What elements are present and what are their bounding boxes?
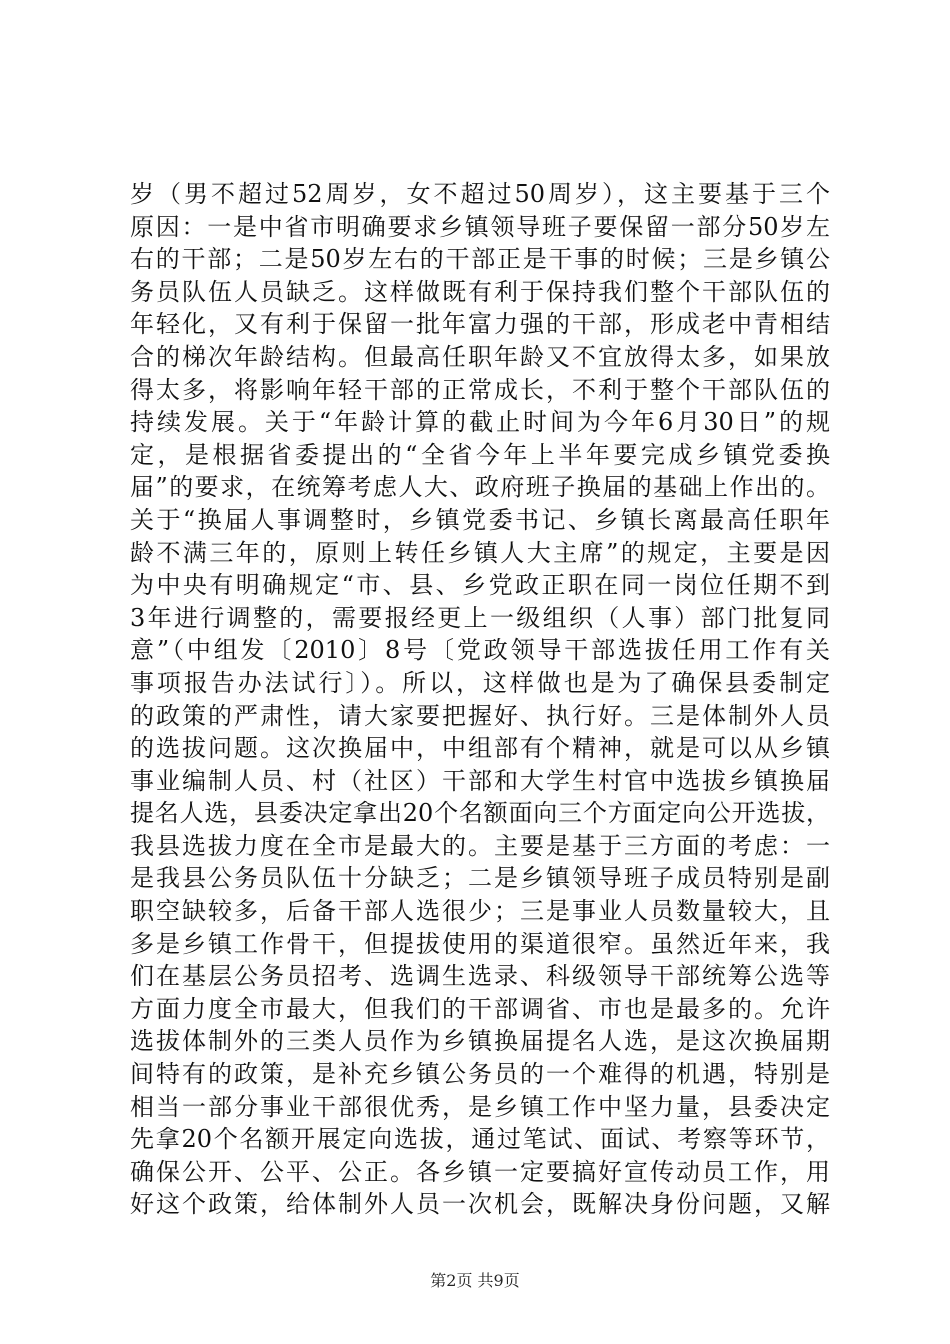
text-line: 间特有的政策，是补充乡镇公务员的一个难得的机遇，特别是 xyxy=(130,1060,830,1089)
text-line: 岁（男不超过52周岁，女不超过50周岁），这主要基于三个 xyxy=(130,180,830,208)
text-line: 先拿20个名额开展定向选拔，通过笔试、面试、考察等环节， xyxy=(130,1125,830,1154)
text-line: 事业编制人员、村（社区）干部和大学生村官中选拔乡镇换届 xyxy=(130,766,830,795)
text-line: 得太多，将影响年轻干部的正常成长，不利于整个干部队伍的 xyxy=(130,375,830,404)
text-line: 3年进行调整的，需要报经更上一级组织（人事）部门批复同 xyxy=(130,603,830,632)
text-line: 届”的要求，在统筹考虑人大、政府班子换届的基础上作出的。 xyxy=(130,473,830,502)
text-line: 多是乡镇工作骨干，但提拔使用的渠道很窄。虽然近年来，我 xyxy=(130,929,830,958)
text-line: 意”（中组发〔2010〕8号〔党政领导干部选拔任用工作有关 xyxy=(130,636,830,665)
text-line: 的选拔问题。这次换届中，中组部有个精神，就是可以从乡镇 xyxy=(130,734,830,763)
text-line: 年轻化，又有利于保留一批年富力强的干部，形成老中青相结 xyxy=(130,310,830,339)
text-line: 职空缺较多，后备干部人选很少；三是事业人员数量较大，且 xyxy=(130,897,830,926)
text-line: 为中央有明确规定“市、县、乡党政正职在同一岗位任期不到 xyxy=(130,571,830,600)
text-line: 确保公开、公平、公正。各乡镇一定要搞好宣传动员工作，用 xyxy=(130,1157,830,1186)
body-text xyxy=(130,178,830,1221)
text-line: 事项报告办法试行〕）。所以，这样做也是为了确保县委制定 xyxy=(130,668,830,697)
text-line: 务员队伍人员缺乏。这样做既有利于保持我们整个干部队伍的 xyxy=(130,277,830,306)
text-line: 合的梯次年龄结构。但最高任职年龄又不宜放得太多，如果放 xyxy=(130,342,830,371)
text-line: 们在基层公务员招考、选调生选录、科级领导干部统筹公选等 xyxy=(130,962,830,991)
text-line: 持续发展。关于“年龄计算的截止时间为今年6月30日”的规 xyxy=(130,408,830,437)
text-line: 定，是根据省委提出的“全省今年上半年要完成乡镇党委换 xyxy=(130,440,830,469)
text-line: 右的干部；二是50岁左右的干部正是干事的时候；三是乡镇公 xyxy=(130,245,830,274)
text-line: 龄不满三年的，原则上转任乡镇人大主席”的规定，主要是因 xyxy=(130,538,830,567)
text-line: 我县选拔力度在全市是最大的。主要是基于三方面的考虑：一 xyxy=(130,831,830,860)
text-line: 好这个政策，给体制外人员一次机会，既解决身份问题，又解 xyxy=(130,1190,830,1219)
text-line: 的政策的严肃性，请大家要把握好、执行好。三是体制外人员 xyxy=(130,701,830,730)
text-line: 提名人选，县委决定拿出20个名额面向三个方面定向公开选拔， xyxy=(130,799,830,828)
text-line: 关于“换届人事调整时，乡镇党委书记、乡镇长离最高任职年 xyxy=(130,505,830,534)
text-line: 相当一部分事业干部很优秀，是乡镇工作中坚力量，县委决定 xyxy=(130,1092,830,1121)
text-line: 方面力度全市最大，但我们的干部调省、市也是最多的。允许 xyxy=(130,994,830,1023)
page-footer: 第2页 共9页 xyxy=(430,1271,520,1290)
text-line: 原因：一是中省市明确要求乡镇领导班子要保留一部分50岁左 xyxy=(130,212,830,241)
text-line: 选拔体制外的三类人员作为乡镇换届提名人选，是这次换届期 xyxy=(130,1027,830,1056)
text-line: 是我县公务员队伍十分缺乏；二是乡镇领导班子成员特别是副 xyxy=(130,864,830,893)
